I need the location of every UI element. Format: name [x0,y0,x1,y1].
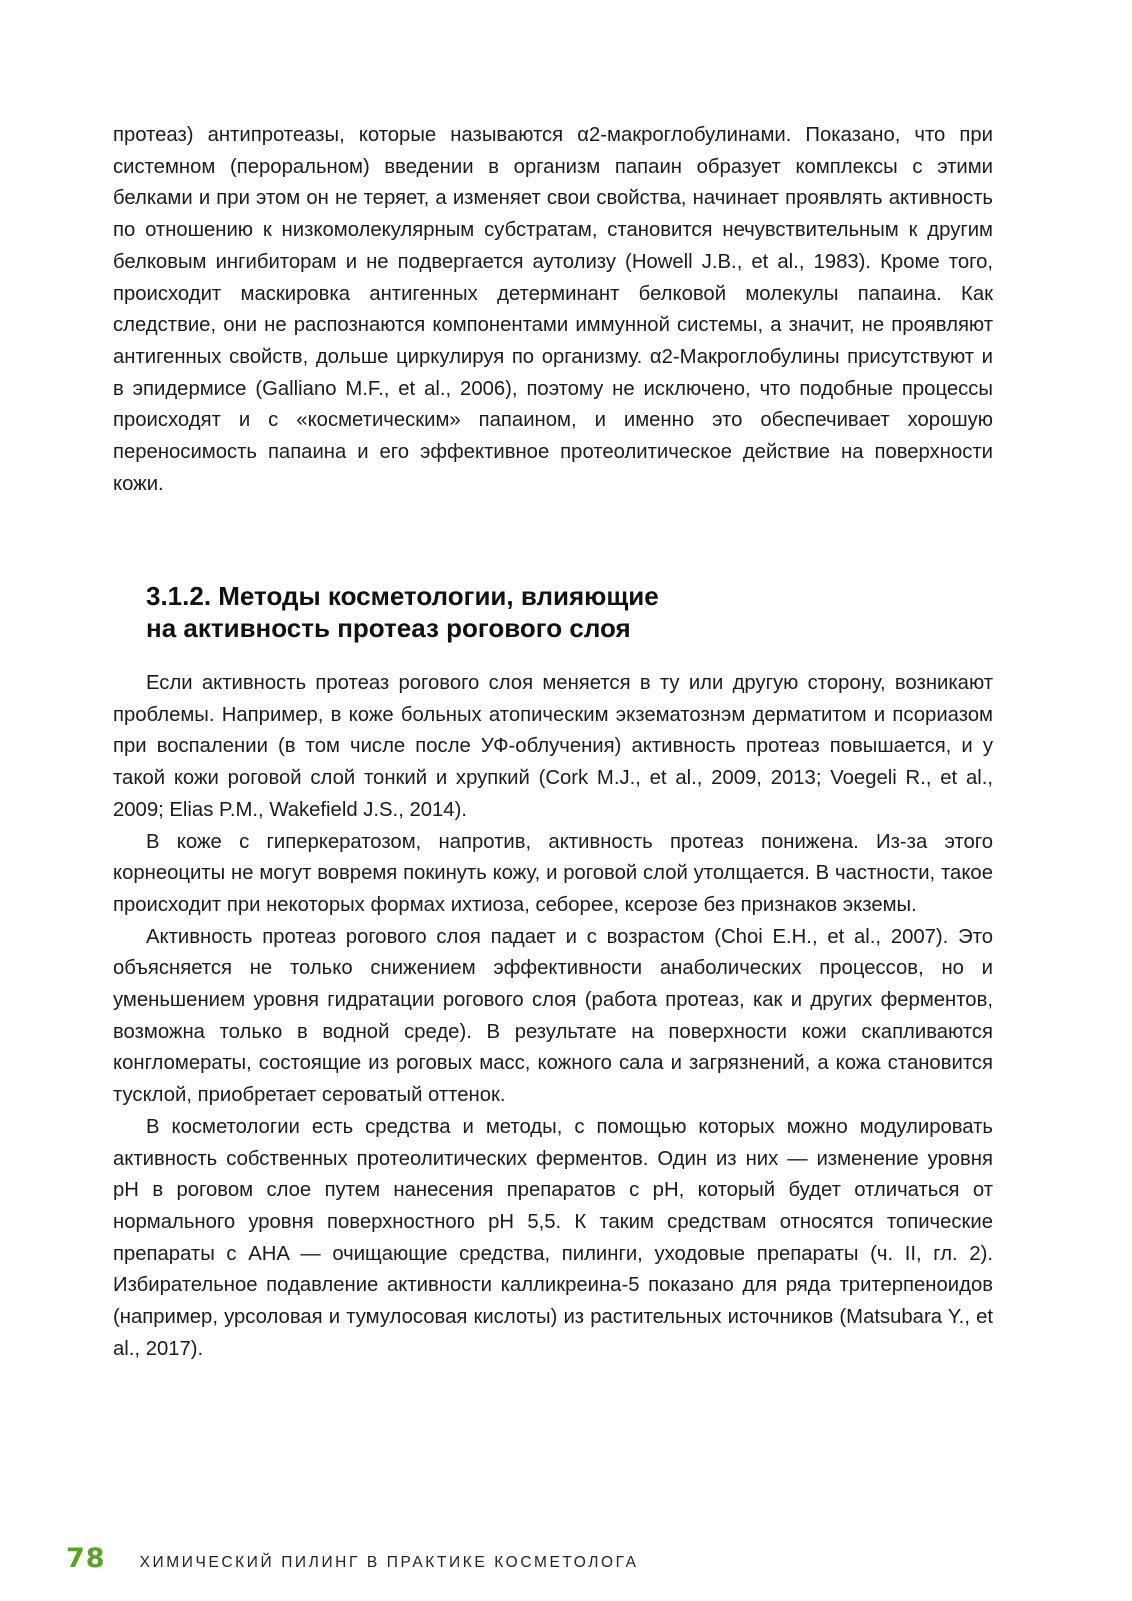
intro-paragraph: протеаз) антипротеазы, которые называются α2-макроглобулинами. Показано, что при системном (пероральном) введении в организм папаин образует комплексы с этими белками и при этом он не теряет, а изменяет свои свойства, начинает проявлять активность по отношению к низкомолекулярным субстратам, становится нечувствительным к другим белковым ингибиторам и не подвергается аутолизу (Howell J.B., et al., 1983). Кроме того, происходит маскировка антигенных детерминант белковой молекулы папаина. Как следствие, они не распознаются компонентами иммунной системы, а значит, не проявляют антигенных свойств, дольше циркулируя по организму. α2-Макроглобулины присутствуют и в эпидермисе (Galliano M.F., et al., 2006), поэтому не исключено, что подобные процессы происходят и с «косметическим» папаином, и именно это обеспечивает хорошую переносимость папаина и его эффективное протеолитическое действие на поверхности кожи. [113,124,993,495]
section-paragraph-3: Активность протеаз рогового слоя падает и с возрастом (Choi E.H., et al., 2007). Это объясняется не только снижением эффективности анаболических процессов, но и уменьшением уровня гидратации рогового слоя (работа протеаз, как и других ферментов, возможна только в водной среде). В результате на поверхности кожи скапливаются конгломераты, состоящие из роговых масс, кожного сала и загрязнений, а кожа становится тусклой, приобретает сероватый оттенок. [113,925,993,1107]
section-paragraph-2: В коже с гиперкератозом, напротив, активность протеаз понижена. Из-за этого корнеоциты не могут вовремя покинуть кожу, и роговой слой утолщается. В частности, такое происходит при некоторых формах ихтиоза, себорее, ксерозе без признаков экземы. [113,830,993,916]
section-heading-line-1: 3.1.2. Методы косметологии, влияющие [146,581,659,611]
section-paragraph-1: Если активность протеаз рогового слоя меняется в ту или другую сторону, возникают проблемы. Например, в коже больных атопическим экзематознэм дерматитом и псориазом при воспалении (в том числе после УФ-облучения) активность протеаз повышается, и у такой кожи роговой слой тонкий и хрупкий (Cork M.J., et al., 2009, 2013; Voegeli R., et al., 2009; Elias P.M., Wakefield J.S., 2014). [113,672,993,821]
section-heading [146,580,966,644]
section-body [113,668,993,1365]
page-number: 78 [66,1543,106,1574]
section-paragraph-4: В косметологии есть средства и методы, с помощью которых можно модулировать активность собственных протеолитических ферментов. Один из них — изменение уровня pH в роговом слое путем нанесения препаратов с pH, который будет отличаться от нормального уровня поверхностного pH 5,5. К таким средствам относятся топические препараты с AHA — очищающие средства, пилинги, уходовые препараты (ч. II, гл. 2). Избирательное подавление активности калликреина-5 показано для ряда тритерпеноидов (например, урсоловая и тумулосовая кислоты) из растительных источников (Matsubara Y., et al., 2017). [113,1115,993,1360]
running-title: ХИМИЧЕСКИЙ ПИЛИНГ В ПРАКТИКЕ КОСМЕТОЛОГА [139,1554,639,1571]
intro-text-block [113,120,993,500]
section-heading-line-2: на активность протеаз рогового слоя [146,613,631,643]
page-footer [66,1543,639,1574]
